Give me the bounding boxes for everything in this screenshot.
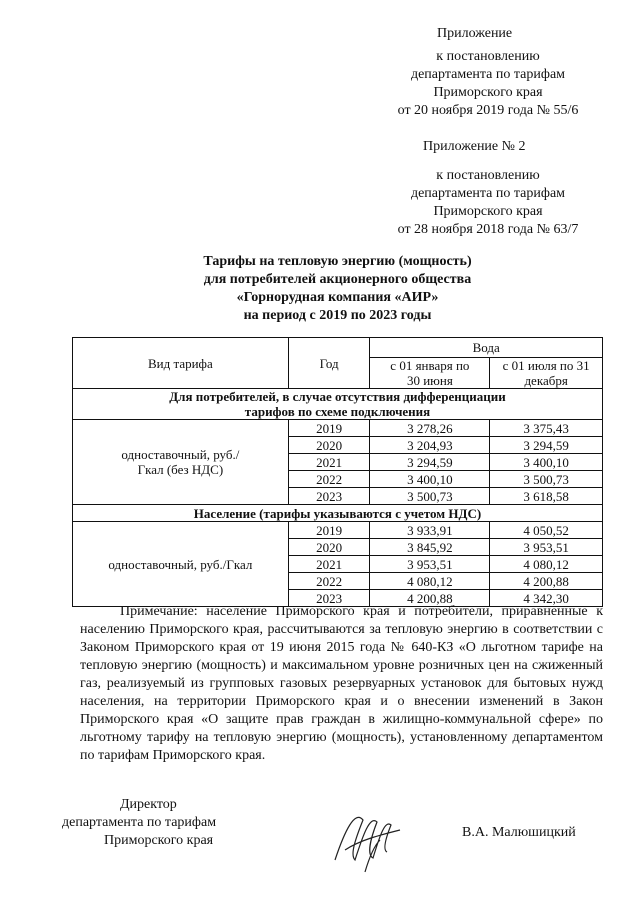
year-cell: 2021 xyxy=(288,454,370,471)
signatory-title-2: департамента по тарифам xyxy=(62,815,217,830)
ref-line: департамента по тарифам xyxy=(410,67,566,82)
ref-line: от 20 ноября 2019 года № 55/6 xyxy=(397,103,579,118)
section-header: Население (тарифы указываются с учетом НДС) xyxy=(73,505,603,522)
ref-line: Приморского края xyxy=(433,85,543,100)
signatory-name: В.А. Малюшицкий xyxy=(462,825,576,840)
h2-value: 3 294,59 xyxy=(490,437,603,454)
title-line: для потребителей акционерного общества xyxy=(203,272,472,287)
tariff-type: одноставочный, руб./Гкал (без НДС) xyxy=(73,420,289,505)
section-header: Для потребителей, в случае отсутствия дифференциации тарифов по схеме подключения xyxy=(73,389,603,420)
h1-value: 3 845,92 xyxy=(370,539,490,556)
h2-value: 3 618,58 xyxy=(490,488,603,505)
year-cell: 2021 xyxy=(288,556,370,573)
year-cell: 2023 xyxy=(288,590,370,607)
h2-value: 4 050,52 xyxy=(490,522,603,539)
year-cell: 2020 xyxy=(288,539,370,556)
col-header-water: Вода xyxy=(370,338,603,358)
col-header-h1: с 01 января по 30 июня xyxy=(370,358,490,389)
appendix-label: Приложение xyxy=(437,26,513,41)
year-cell: 2022 xyxy=(288,471,370,488)
ref-line: департамента по тарифам xyxy=(410,186,566,201)
h2-value: 3 953,51 xyxy=(490,539,603,556)
title-line: на период с 2019 по 2023 годы xyxy=(243,308,432,323)
note-paragraph: Примечание: население Приморского края и потребители, приравненные к населению Приморского края, рассчитываются за тепловую энергию в соответствии с Законом Приморского края от 19 июня 2015 года № 640-КЗ «О льготном тарифе на тепловую энергию (мощность) и максимальном уровне розничных цен на сжиженный газ, реализуемый из групповых газовых резервуарных установок для бытовых нужд населения, на территории Приморского края и о внесении изменений в Закон Приморского края «О защите прав граждан в жилищно-коммунальной сфере» по льготному тарифу на тепловую энергию (мощность), установленному департаментом по тарифам Приморского края. xyxy=(80,604,603,763)
h1-value: 3 953,51 xyxy=(370,556,490,573)
h2-value: 4 200,88 xyxy=(490,573,603,590)
appendix-2-label: Приложение № 2 xyxy=(423,139,526,154)
ref-line: к постановлению xyxy=(436,49,540,64)
tariff-table xyxy=(72,337,603,607)
appendix-reference-1 xyxy=(376,48,600,120)
title-line: Тарифы на тепловую энергию (мощность) xyxy=(203,254,472,269)
h2-value: 3 375,43 xyxy=(490,420,603,437)
col-header-type: Вид тарифа xyxy=(73,338,289,389)
h1-value: 3 278,26 xyxy=(370,420,490,437)
table-row xyxy=(73,420,603,437)
h1-value: 4 080,12 xyxy=(370,573,490,590)
h1-value: 3 204,93 xyxy=(370,437,490,454)
document-title xyxy=(72,253,603,325)
h2-value: 4 342,30 xyxy=(490,590,603,607)
handwritten-signature xyxy=(325,800,405,878)
h1-value: 3 294,59 xyxy=(370,454,490,471)
year-cell: 2019 xyxy=(288,420,370,437)
h2-value: 3 400,10 xyxy=(490,454,603,471)
title-line: «Горнорудная компания «АИР» xyxy=(236,290,439,305)
signatory-title-1: Директор xyxy=(120,797,177,812)
ref-line: Приморского края xyxy=(433,204,543,219)
tariff-type: одноставочный, руб./Гкал xyxy=(73,522,289,607)
h2-value: 4 080,12 xyxy=(490,556,603,573)
h1-value: 3 400,10 xyxy=(370,471,490,488)
h1-value: 3 933,91 xyxy=(370,522,490,539)
ref-line: от 28 ноября 2018 года № 63/7 xyxy=(397,222,579,237)
col-header-year: Год xyxy=(288,338,370,389)
year-cell: 2020 xyxy=(288,437,370,454)
signatory-title-3: Приморского края xyxy=(104,833,214,848)
ref-line: к постановлению xyxy=(436,168,540,183)
year-cell: 2019 xyxy=(288,522,370,539)
col-header-h2: с 01 июля по 31 декабря xyxy=(490,358,603,389)
year-cell: 2023 xyxy=(288,488,370,505)
h1-value: 4 200,88 xyxy=(370,590,490,607)
h1-value: 3 500,73 xyxy=(370,488,490,505)
year-cell: 2022 xyxy=(288,573,370,590)
appendix-reference-2 xyxy=(376,167,600,239)
table-row xyxy=(73,522,603,539)
h2-value: 3 500,73 xyxy=(490,471,603,488)
